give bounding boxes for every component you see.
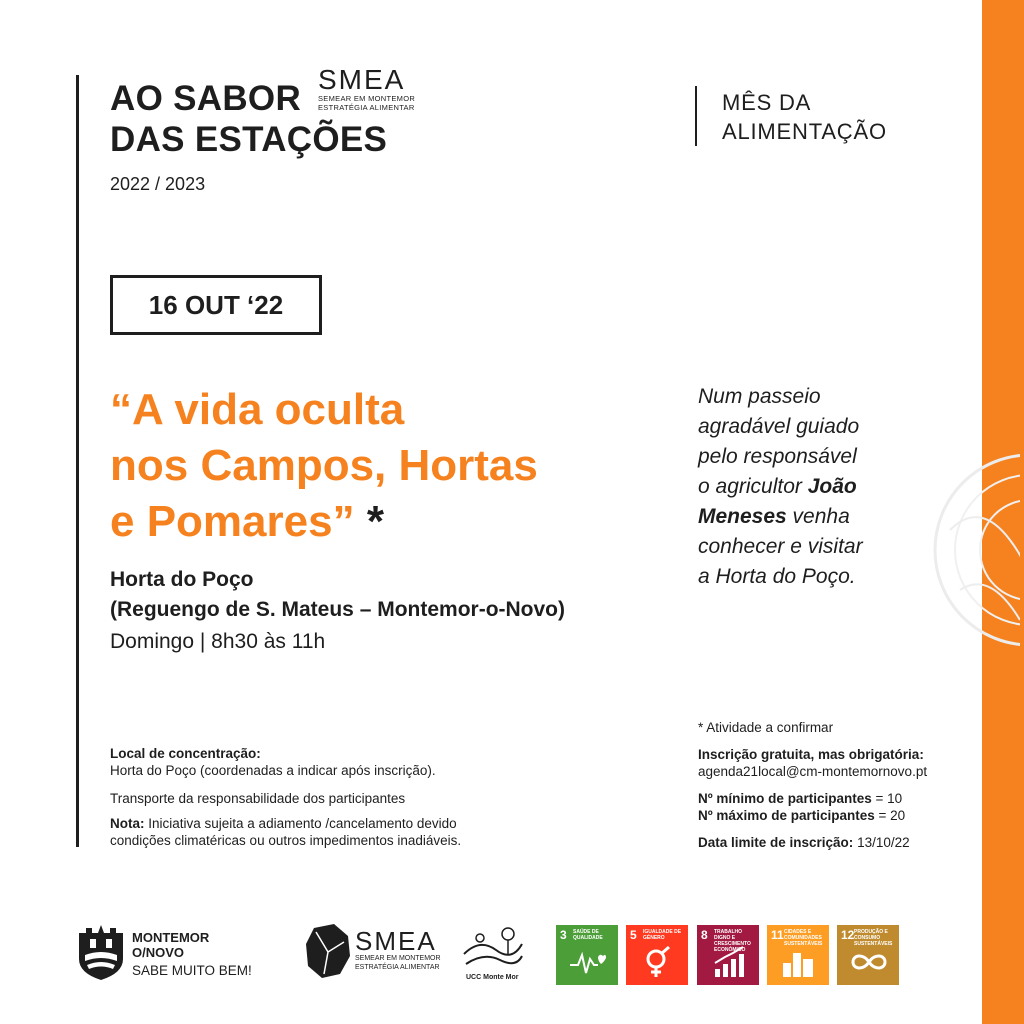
participants-info [698, 790, 905, 824]
montemor-logo-line2: O/NOVO [132, 945, 185, 960]
smea-logo-tagline1: SEMEAR EM MONTEMOR [318, 94, 416, 103]
event-date-box [110, 275, 322, 335]
concentration-value: Horta do Poço (coordenadas a indicar após inscrição). [110, 763, 436, 778]
event-title-line1: “A vida oculta [110, 385, 405, 434]
smea-map-icon [304, 922, 352, 980]
event-title-line3: e Pomares” [110, 497, 355, 546]
description-line: agradável guiado [698, 415, 860, 438]
max-participants-label: Nº máximo de participantes [698, 808, 875, 823]
smea-footer-tagline1: SEMEAR EM MONTEMOR [355, 955, 441, 962]
left-divider-line [76, 75, 79, 847]
min-participants-value: = 10 [871, 791, 903, 806]
sdg-3-tile [556, 925, 618, 985]
registration-info [698, 746, 927, 780]
sdg-label: CIDADES E COMUNIDADES SUSTENTÁVEIS [784, 929, 823, 947]
event-address: (Reguengo de S. Mateus – Montemor-o-Novo) [110, 598, 566, 621]
sdg-number: 3 [560, 928, 567, 942]
sdg-11-tile [767, 925, 829, 985]
smea-footer-logo [355, 928, 441, 972]
ucc-label: UCC Monte Mor [466, 974, 519, 981]
header-divider-line [695, 86, 697, 146]
infinity-icon [851, 945, 887, 979]
confirm-note: * Atividade a confirmar [698, 720, 834, 735]
event-title-asterisk: * [366, 497, 384, 546]
concentration-label: Local de concentração: [110, 746, 261, 761]
smea-logo-name: SMEA [318, 64, 406, 95]
sdg-5-tile [626, 925, 688, 985]
event-place: Horta do Poço [110, 568, 254, 591]
registration-email[interactable]: agenda21local@cm-montemornovo.pt [698, 764, 928, 779]
event-date: 16 OUT ‘22 [148, 289, 284, 320]
month-label [722, 88, 887, 146]
description-line: conhecer e visitar [698, 535, 863, 558]
transport-info: Transporte da responsabilidade dos participantes [110, 791, 406, 806]
month-label-line1: MÊS DA [722, 90, 812, 115]
smea-footer-tagline2: ESTRATÉGIA ALIMENTAR [355, 964, 440, 971]
gender-equality-icon [640, 945, 676, 979]
deadline-label: Data limite de inscrição: [698, 835, 854, 850]
growth-chart-icon [711, 945, 747, 979]
smea-header-logo [318, 66, 415, 112]
note-label: Nota: [110, 816, 145, 831]
sdg-number: 5 [630, 928, 637, 942]
concentration-info [110, 745, 436, 779]
farmer-first-name: João [807, 475, 857, 498]
sdg-8-tile [697, 925, 759, 985]
heartbeat-icon [570, 945, 606, 979]
smea-footer-name: SMEA [355, 926, 437, 956]
deadline-info [698, 834, 910, 851]
event-title [110, 382, 538, 550]
montemor-crest-icon [76, 925, 126, 981]
series-title-line2: DAS ESTAÇÕES [110, 120, 388, 159]
sdg-label: PRODUÇÃO E CONSUMO SUSTENTÁVEIS [854, 929, 893, 947]
sdg-number: 8 [701, 928, 708, 942]
event-description [698, 382, 948, 592]
farmer-last-name: Meneses [698, 505, 787, 528]
note-info [110, 815, 461, 849]
event-schedule: Domingo | 8h30 às 11h [110, 630, 326, 653]
sdg-number: 11 [771, 928, 784, 942]
description-line: pelo responsável [698, 445, 857, 468]
sdg-label: IGUALDADE DE GÉNERO [643, 929, 682, 941]
city-buildings-icon [781, 945, 817, 979]
description-line: a Horta do Poço. [698, 565, 856, 588]
deadline-value: 13/10/22 [853, 835, 910, 850]
min-participants-label: Nº mínimo de participantes [698, 791, 872, 806]
note-text: Iniciativa sujeita a adiamento /cancelamento devido [144, 816, 457, 831]
sdg-number: 12 [841, 928, 855, 942]
max-participants-value: = 20 [874, 808, 906, 823]
sdg-label: SAÚDE DE QUALIDADE [573, 929, 603, 941]
montemor-slogan: SABE MUITO BEM! [132, 963, 252, 978]
registration-label: Inscrição gratuita, mas obrigatória: [698, 747, 924, 762]
montemor-logo-line1: MONTEMOR [132, 930, 210, 945]
series-year: 2022 / 2023 [110, 174, 206, 194]
montemor-logo-text [132, 930, 209, 960]
sdg-label: TRABALHO DIGNO E CRESCIMENTO ECONÓMICO [714, 929, 751, 953]
month-label-line2: ALIMENTAÇÃO [722, 119, 887, 144]
sdg-12-tile [837, 925, 899, 985]
smea-logo-tagline2: ESTRATÉGIA ALIMENTAR [318, 103, 415, 112]
description-line: o agricultor [698, 475, 808, 498]
ucc-tree-icon [460, 924, 526, 974]
event-title-line2: nos Campos, Hortas [110, 441, 538, 490]
description-line: venha [786, 505, 850, 528]
series-title-line1: AO SABOR [110, 79, 302, 118]
note-text: condições climatéricas ou outros impedimentos inadiáveis. [110, 833, 462, 848]
description-line: Num passeio [698, 385, 821, 408]
